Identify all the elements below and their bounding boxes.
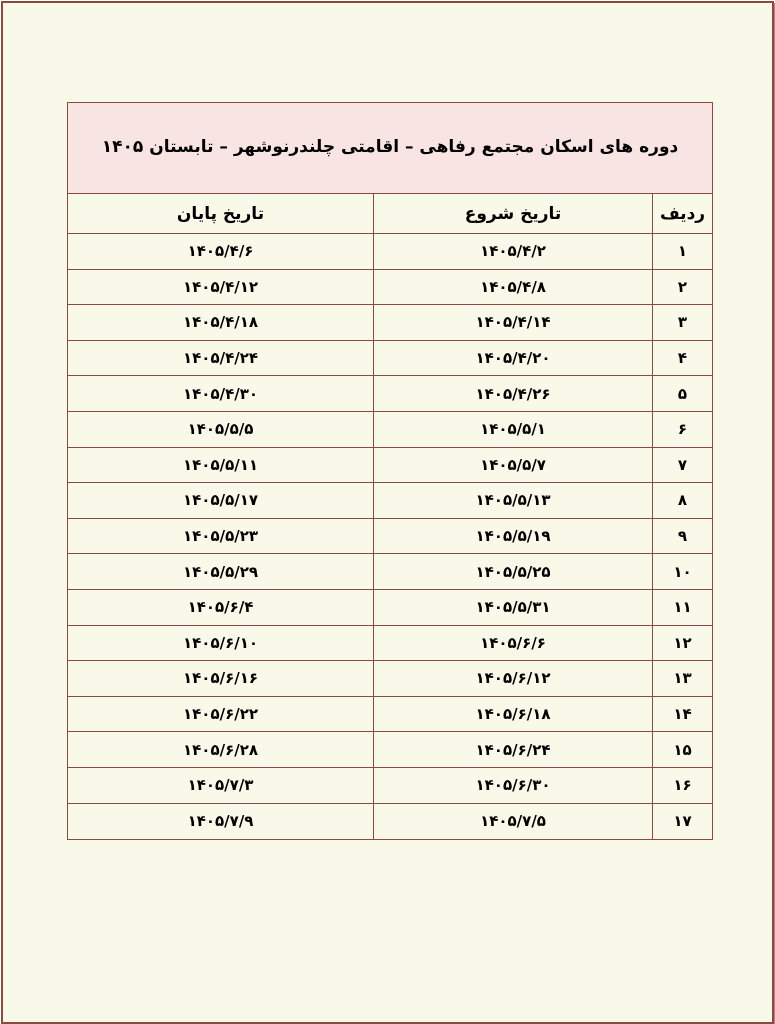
table-row	[68, 590, 712, 626]
row-end-date: ۱۴۰۵/۷/۹	[187, 812, 254, 831]
row-index: ۱۴	[652, 697, 712, 732]
row-start-date: ۱۴۰۵/۵/۷	[373, 448, 652, 483]
row-end-date: ۱۴۰۵/۶/۲۲	[182, 705, 259, 724]
table-row	[68, 376, 712, 412]
row-index: ۳	[652, 305, 712, 340]
row-index: ۱۵	[652, 732, 712, 767]
row-index: ۱۶	[652, 768, 712, 803]
row-index: ۴	[652, 341, 712, 376]
table-row	[68, 341, 712, 377]
table-row	[68, 234, 712, 270]
document-page	[1, 1, 774, 1024]
table-row	[68, 804, 712, 840]
row-start-date: ۱۴۰۵/۶/۱۸	[373, 697, 652, 732]
row-index: ۹	[652, 519, 712, 554]
table-row	[68, 768, 712, 804]
row-start-date: ۱۴۰۵/۶/۱۲	[373, 661, 652, 696]
header-start-date: تاریخ شروع	[373, 194, 652, 233]
row-index: ۱۳	[652, 661, 712, 696]
header-index: ردیف	[652, 194, 712, 233]
row-end-date: ۱۴۰۵/۶/۱۶	[182, 669, 259, 688]
row-index: ۵	[652, 376, 712, 411]
row-index: ۲	[652, 270, 712, 305]
row-end-date: ۱۴۰۵/۵/۱۱	[182, 455, 259, 474]
row-start-date: ۱۴۰۵/۵/۱	[373, 412, 652, 447]
row-end-date: ۱۴۰۵/۴/۳۰	[182, 384, 259, 403]
row-end-date: ۱۴۰۵/۷/۳	[187, 776, 254, 795]
header-end-date: تاریخ پایان	[176, 203, 265, 224]
row-start-date: ۱۴۰۵/۵/۳۱	[373, 590, 652, 625]
row-end-date: ۱۴۰۵/۶/۲۸	[182, 740, 259, 759]
table-row	[68, 412, 712, 448]
row-end-date: ۱۴۰۵/۴/۱۸	[182, 313, 259, 332]
table-row	[68, 305, 712, 341]
row-index: ۸	[652, 483, 712, 518]
row-start-date: ۱۴۰۵/۴/۲	[373, 234, 652, 269]
row-index: ۱۱	[652, 590, 712, 625]
table-row	[68, 661, 712, 697]
row-index: ۶	[652, 412, 712, 447]
row-index: ۱	[652, 234, 712, 269]
schedule-table	[67, 102, 713, 840]
table-header-row	[68, 194, 712, 234]
row-start-date: ۱۴۰۵/۶/۶	[373, 626, 652, 661]
table-row	[68, 270, 712, 306]
row-end-date: ۱۴۰۵/۴/۱۲	[182, 277, 259, 296]
row-start-date: ۱۴۰۵/۴/۸	[373, 270, 652, 305]
row-index: ۱۷	[652, 804, 712, 840]
row-end-date: ۱۴۰۵/۶/۴	[187, 598, 254, 617]
row-end-date: ۱۴۰۵/۵/۲۳	[182, 527, 259, 546]
table-row	[68, 448, 712, 484]
table-title: دوره های اسکان مجتمع رفاهی – اقامتی چلندرنوشهر – تابستان ۱۴۰۵	[101, 136, 679, 157]
table-row	[68, 519, 712, 555]
table-row	[68, 626, 712, 662]
row-index: ۱۰	[652, 554, 712, 589]
row-start-date: ۱۴۰۵/۵/۲۵	[373, 554, 652, 589]
row-end-date: ۱۴۰۵/۵/۱۷	[182, 491, 259, 510]
row-index: ۱۲	[652, 626, 712, 661]
table-row	[68, 554, 712, 590]
row-start-date: ۱۴۰۵/۴/۱۴	[373, 305, 652, 340]
row-start-date: ۱۴۰۵/۶/۳۰	[373, 768, 652, 803]
row-end-date: ۱۴۰۵/۵/۲۹	[182, 562, 259, 581]
row-start-date: ۱۴۰۵/۷/۵	[373, 804, 652, 840]
table-row	[68, 697, 712, 733]
table-title-cell	[68, 103, 712, 194]
row-start-date: ۱۴۰۵/۴/۲۰	[373, 341, 652, 376]
row-end-date: ۱۴۰۵/۶/۱۰	[182, 633, 259, 652]
row-start-date: ۱۴۰۵/۶/۲۴	[373, 732, 652, 767]
row-index: ۷	[652, 448, 712, 483]
table-body	[68, 194, 712, 839]
table-row	[68, 483, 712, 519]
row-end-date: ۱۴۰۵/۵/۵	[187, 420, 254, 439]
table-row	[68, 732, 712, 768]
row-start-date: ۱۴۰۵/۵/۱۹	[373, 519, 652, 554]
row-start-date: ۱۴۰۵/۵/۱۳	[373, 483, 652, 518]
row-start-date: ۱۴۰۵/۴/۲۶	[373, 376, 652, 411]
row-end-date: ۱۴۰۵/۴/۲۴	[182, 349, 259, 368]
row-end-date: ۱۴۰۵/۴/۶	[187, 242, 254, 261]
